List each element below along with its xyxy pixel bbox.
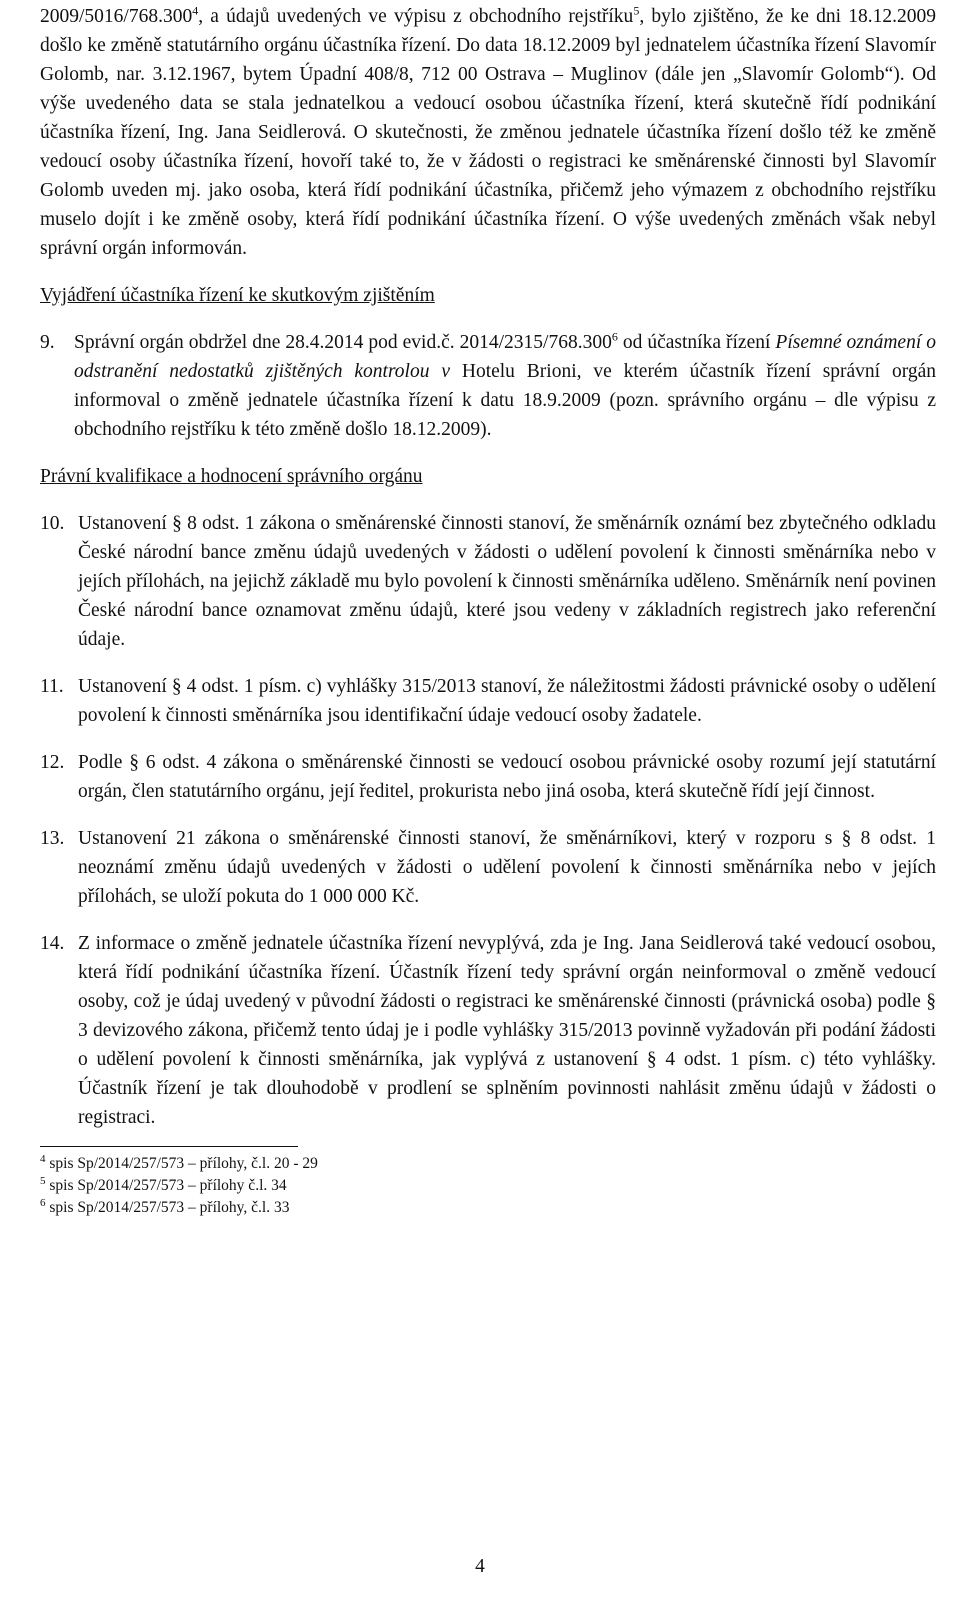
item9-text-b: od účastníka řízení	[617, 332, 776, 353]
paragraph-number: 9.	[40, 332, 55, 353]
intro-text-a: 2009/5016/768.300	[40, 6, 193, 27]
numbered-paragraph-12	[40, 748, 936, 806]
footnote-number: 5	[40, 1174, 46, 1187]
item9-text-c: Hotelu Brioni, ve kterém účastník řízení správní orgán informoval o změně jednatele účastníka řízení k datu 18.9.2009 (pozn. správního orgánu – dle výpisu z obchodního rejstříku k této změně došlo 18.12.2009).	[74, 361, 937, 440]
paragraph-text: Podle § 6 odst. 4 zákona o směnárenské činnosti se vedoucí osobou právnické osoby rozumí její statutární orgán, člen statutárního orgánu, její ředitel, prokurista nebo jiná osoba, která skutečně řídí její činnost.	[78, 752, 936, 802]
footnote-ref-5[interactable]: 5	[633, 3, 640, 18]
numbered-paragraph-10	[40, 509, 936, 654]
numbered-paragraph-9	[40, 328, 936, 444]
paragraph-number: 11.	[40, 676, 64, 697]
document-page	[40, 2, 936, 1219]
footnote-4	[40, 1153, 936, 1175]
item9-text-a: Správní orgán obdržel dne 28.4.2014 pod evid.č. 2014/2315/768.300	[74, 332, 612, 353]
paragraph-number: 14.	[40, 933, 65, 954]
paragraph-number: 13.	[40, 828, 65, 849]
paragraph-number: 12.	[40, 752, 65, 773]
page-number: 4	[475, 1556, 485, 1577]
footnote-ref-4[interactable]: 4	[192, 3, 199, 18]
footnote-separator	[40, 1146, 298, 1147]
numbered-paragraph-13	[40, 824, 936, 911]
numbered-paragraph-14	[40, 929, 936, 1132]
paragraph-text: Ustanovení § 4 odst. 1 písm. c) vyhlášky 315/2013 stanoví, že náležitostmi žádosti právnické osoby o udělení povolení k činnosti směnárníka jsou identifikační údaje vedoucí osoby žadatele.	[78, 676, 936, 726]
footnote-number: 4	[40, 1152, 46, 1165]
footnote-5	[40, 1175, 936, 1197]
intro-text-c: , bylo zjištěno, že ke dni 18.12.2009 došlo ke změně statutárního orgánu účastníka řízení. Do data 18.12.2009 byl jednatelem účastníka řízení Slavomír Golomb, nar. 3.12.1967, bytem Úpadní 408/8, 712 00 Ostrava – Muglinov (dále jen „Slavomír Golomb“). Od výše uvedeného data se stala jednatelkou a vedoucí osobou účastníka řízení, která skutečně řídí podnikání účastníka řízení, Ing. Jana Seidlerová. O skutečnosti, že změnou jednatele účastníka řízení došlo též ke změně vedoucí osoby účastníka řízení, hovoří také to, že v žádosti o registraci ke směnárenské činnosti byl Slavomír Golomb uveden mj. jako osoba, která řídí podnikání účastníka, přičemž jeho výmazem z obchodního rejstříku muselo dojít i ke změně osoby, která řídí podnikání účastníka řízení. O výše uvedených změnách však nebyl správní orgán informován.	[40, 6, 936, 259]
paragraph-text	[74, 328, 936, 444]
footnote-6	[40, 1197, 936, 1219]
section-heading-legal: Právní kvalifikace a hodnocení správního orgánu	[40, 466, 423, 487]
footnote-text: spis Sp/2014/257/573 – přílohy č.l. 34	[49, 1177, 287, 1194]
paragraph-text: Ustanovení § 8 odst. 1 zákona o směnárenské činnosti stanoví, že směnárník oznámí bez zbytečného odkladu České národní bance změnu údajů uvedených v žádosti o udělení povolení k činnosti směnárníka nebo v jejích přílohách, na jejichž základě mu bylo povolení k činnosti směnárníka uděleno. Směnárník není povinen České národní bance oznamovat změnu údajů, které jsou vedeny v základních registrech jako referenční údaje.	[78, 513, 936, 650]
paragraph-text: Ustanovení 21 zákona o směnárenské činnosti stanoví, že směnárníkovi, který v rozporu s § 8 odst. 1 neoznámí změnu údajů uvedených v žádosti o udělení povolení k činnosti směnárníka nebo v jejích přílohách, se uloží pokuta do 1 000 000 Kč.	[78, 828, 936, 907]
paragraph-text: Z informace o změně jednatele účastníka řízení nevyplývá, zda je Ing. Jana Seidlerová také vedoucí osobou, která řídí podnikání účastníka řízení. Účastník řízení tedy správní orgán neinformoval o změně vedoucí osoby, což je údaj uvedený v původní žádosti o registraci ke směnárenské činnosti (právnická osoba) podle § 3 devizového zákona, přičemž tento údaj je i podle vyhlášky 315/2013 povinně vyžadován při podání žádosti o udělení povolení k činnosti směnárníka, jak vyplývá z ustanovení § 4 odst. 1 písm. c) této vyhlášky. Účastník řízení je tak dlouhodobě v prodlení se splněním povinnosti nahlásit změnu údajů v žádosti o registraci.	[78, 933, 936, 1128]
footnote-number: 6	[40, 1196, 46, 1209]
intro-paragraph	[40, 2, 936, 263]
numbered-paragraph-11	[40, 672, 936, 730]
paragraph-number: 10.	[40, 513, 65, 534]
intro-text-b: , a údajů uvedených ve výpisu z obchodního rejstříku	[198, 6, 634, 27]
section-heading-statement: Vyjádření účastníka řízení ke skutkovým zjištěním	[40, 285, 435, 306]
footnote-ref-6[interactable]: 6	[611, 329, 618, 344]
footnote-text: spis Sp/2014/257/573 – přílohy, č.l. 33	[49, 1199, 290, 1216]
footnote-text: spis Sp/2014/257/573 – přílohy, č.l. 20 - 29	[49, 1155, 318, 1172]
item9-document-title: Písemné oznámení o odstranění nedostatků zjištěných kontrolou v	[74, 332, 936, 382]
